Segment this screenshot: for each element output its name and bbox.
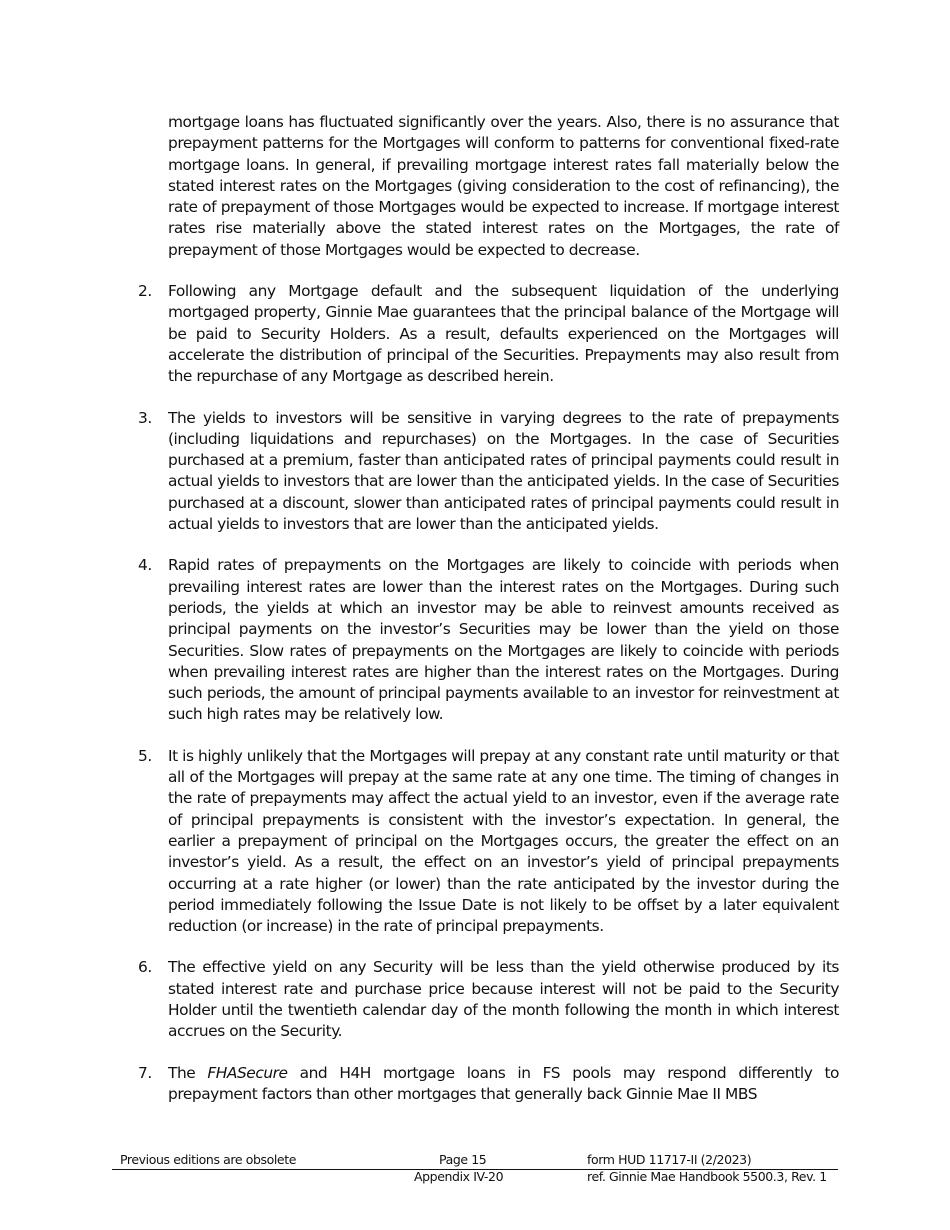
list-item (138, 1063, 839, 1106)
list-item (138, 281, 839, 387)
fhasecure-term: FHASecure (207, 1063, 288, 1082)
list-item-number: 2. (138, 282, 152, 301)
footer-row-1 (112, 1151, 838, 1168)
list-item-text: The effective yield on any Security will be less than the yield otherwise produced by its stated interest rate and purchase price because interest will not be paid to the Security Holder until the twentieth calendar day of the month following the month in which interest accrues on the Security. (168, 958, 839, 1041)
list-item-number: 7. (138, 1063, 152, 1082)
list-item (138, 957, 839, 1042)
list-item-number: 6. (138, 958, 152, 977)
footer-page-number: Page 15 (439, 1152, 487, 1167)
list-item-number: 5. (138, 746, 152, 765)
list-item (138, 555, 839, 725)
item7-suffix: and H4H mortgage loans in FS pools may respond differently to prepayment factors than other mortgages that generally back Ginnie Mae II MBS (168, 1063, 840, 1103)
page-footer (112, 1151, 838, 1185)
footer-row-2 (112, 1168, 838, 1185)
list-item (138, 408, 839, 536)
list-item-text: Rapid rates of prepayments on the Mortgages are likely to coincide with periods when prevailing interest rates are lower than the interest rates on the Mortgages. During such periods, the yields at which an investor may be able to reinvest amounts received as principal payments on the investor’s Securities may be lower than the yield on those Securities. Slow rates of prepayments on the Mortgages are likely to coincide with periods when prevailing interest rates are higher than the interest rates on the Mortgages. During such periods, the amount of principal payments available to an investor for reinvestment at such high rates may be relatively low. (168, 556, 839, 724)
document-body (138, 112, 839, 1125)
list-item-text: Following any Mortgage default and the subsequent liquidation of the underlying mortgaged property, Ginnie Mae guarantees that the principal balance of the Mortgage will be paid to Security Holders. As a result, defaults experienced on the Mortgages will accelerate the distribution of principal of the Securities. Prepayments may also result from the repurchase of any Mortgage as described herein. (168, 282, 839, 386)
list-item-number: 4. (138, 556, 152, 575)
footer-handbook-ref: ref. Ginnie Mae Handbook 5500.3, Rev. 1 (587, 1169, 827, 1184)
list-item-text (168, 1063, 839, 1106)
list-item-text: It is highly unlikely that the Mortgages will prepay at any constant rate until maturity or that all of the Mortgages will prepay at the same rate at any one time. The timing of changes in the rate of prepayments may affect the actual yield to an investor, even if the average rate of principal prepayments is consistent with the investor’s expectation. In general, the earlier a prepayment of principal on the Mortgages occurs, the greater the effect on an investor’s yield. As a result, the effect on an investor’s yield of principal prepayments occurring at a rate higher (or lower) than the rate anticipated by the investor during the period immediately following the Issue Date is not likely to be offset by a later equivalent reduction (or increase) in the rate of principal prepayments. (168, 746, 839, 936)
intro-paragraph: mortgage loans has fluctuated significantly over the years. Also, there is no assurance that prepayment patterns for the Mortgages will conform to patterns for conventional fixed-rate mortgage loans. In general, if prevailing mortgage interest rates fall materially below the stated interest rates on the Mortgages (giving consideration to the cost of refinancing), the rate of prepayment of those Mortgages would be expected to increase. If mortgage interest rates rise materially above the stated interest rates on the Mortgages, the rate of prepayment of those Mortgages would be expected to decrease. (168, 113, 839, 259)
footer-obsolete-note: Previous editions are obsolete (120, 1152, 297, 1167)
item7-prefix: The (168, 1063, 208, 1082)
list-item-number: 3. (138, 408, 152, 427)
footer-appendix: Appendix IV-20 (414, 1169, 504, 1184)
list-item (138, 746, 839, 938)
footer-form-id: form HUD 11717-II (2/2023) (587, 1152, 752, 1167)
list-item-text: The yields to investors will be sensitive in varying degrees to the rate of prepayments (including liquidations and repurchases) on the Mortgages. In the case of Securities purchased at a premium, faster than anticipated rates of principal payments could result in actual yields to investors that are lower than the anticipated yields. In the case of Securities purchased at a discount, slower than anticipated rates of principal payments could result in actual yields to investors that are lower than the anticipated yields. (168, 408, 839, 534)
